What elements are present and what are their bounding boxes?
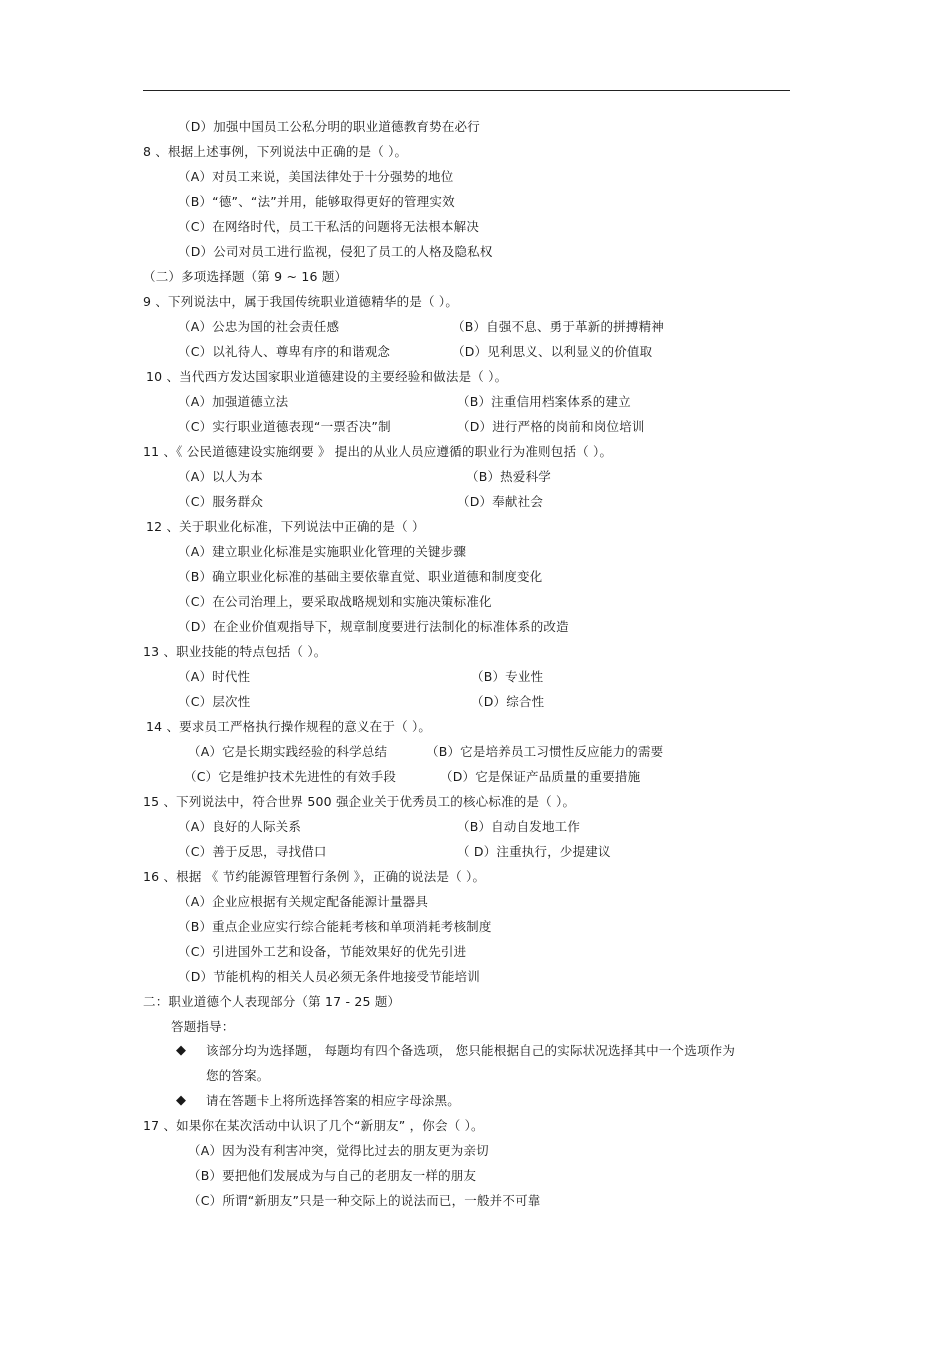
- q13-option-a: （A）时代性: [178, 669, 251, 684]
- q12-option-b: （B）确立职业化标准的基础主要依靠直觉、职业道德和制度变化: [178, 569, 543, 584]
- q8-option-c: （C）在网络时代，员工干私活的问题将无法根本解决: [178, 219, 480, 234]
- q8-option-b: （B）“德”、“法”并用，能够取得更好的管理实效: [178, 194, 455, 209]
- q14-stem: 14 、要求员工严格执行操作规程的意义在于（ ）。: [146, 719, 432, 734]
- q9-option-a: （A）公忠为国的社会责任感: [178, 319, 340, 334]
- q9-stem: 9 、下列说法中，属于我国传统职业道德精华的是（ ）。: [143, 294, 459, 309]
- q17-stem: 17 、如果你在某次活动中认识了几个“新朋友” ，你会（ ）。: [143, 1118, 484, 1133]
- q15-option-d: （ D）注重执行，少提建议: [457, 844, 611, 859]
- q11-option-a: （A）以人为本: [178, 469, 263, 484]
- q15-option-a: （A）良好的人际关系: [178, 819, 302, 834]
- q16-option-d: （D）节能机构的相关人员必须无条件地接受节能培训: [178, 969, 480, 984]
- q16-option-a: （A）企业应根据有关规定配备能源计量器具: [178, 894, 429, 909]
- q17-option-c: （C）所谓“新朋友”只是一种交际上的说法而已，一般并不可靠: [188, 1193, 541, 1208]
- q14-option-a: （A）它是长期实践经验的科学总结: [188, 744, 388, 759]
- q8-option-a: （A）对员工来说，美国法律处于十分强势的地位: [178, 169, 454, 184]
- q12-stem: 12 、关于职业化标准，下列说法中正确的是（ ）: [146, 519, 425, 534]
- q15-stem: 15 、下列说法中，符合世界 500 强企业关于优秀员工的核心标准的是（ ）。: [143, 794, 576, 809]
- q14-option-c: （C）它是维护技术先进性的有效手段: [184, 769, 397, 784]
- q13-option-c: （C）层次性: [178, 694, 251, 709]
- q16-option-b: （B）重点企业应实行综合能耗考核和单项消耗考核制度: [178, 919, 492, 934]
- q13-option-d: （D）综合性: [471, 694, 545, 709]
- q8-option-d: （D）公司对员工进行监视，侵犯了员工的人格及隐私权: [178, 244, 493, 259]
- q14-option-d: （D）它是保证产品质量的重要措施: [440, 769, 641, 784]
- q15-option-b: （B）自动自发地工作: [457, 819, 581, 834]
- section-heading-multi: （二）多项选择题（第 9 ~ 16 题）: [143, 269, 348, 284]
- q11-option-c: （C）服务群众: [178, 494, 264, 509]
- guide-heading: 答题指导：: [171, 1019, 235, 1034]
- q7-option-d: （D）加强中国员工公私分明的职业道德教育势在必行: [178, 119, 480, 134]
- q9-option-b: （B）自强不息、勇于革新的拼搏精神: [452, 319, 664, 334]
- q15-option-c: （C）善于反思，寻找借口: [178, 844, 327, 859]
- diamond-bullet-icon: ◆: [176, 1093, 186, 1108]
- q11-option-d: （D）奉献社会: [457, 494, 544, 509]
- q12-option-d: （D）在企业价值观指导下，规章制度要进行法制化的标准体系的改造: [178, 619, 569, 634]
- q8-stem: 8 、根据上述事例，下列说法中正确的是（ ）。: [143, 144, 408, 159]
- guide-item-1-cont: 您的答案。: [206, 1068, 270, 1083]
- q10-option-b: （B）注重信用档案体系的建立: [457, 394, 631, 409]
- diamond-bullet-icon: ◆: [176, 1043, 186, 1058]
- guide-item-1: 该部分均为选择题， 每题均有四个备选项， 您只能根据自己的实际状况选择其中一个选项作为: [206, 1043, 736, 1058]
- q12-option-c: （C）在公司治理上，要采取战略规划和实施决策标准化: [178, 594, 492, 609]
- q12-option-a: （A）建立职业化标准是实施职业化管理的关键步骤: [178, 544, 467, 559]
- q17-option-a: （A）因为没有利害冲突，觉得比过去的朋友更为亲切: [188, 1143, 489, 1158]
- q10-stem: 10 、当代西方发达国家职业道德建设的主要经验和做法是（ ）。: [146, 369, 508, 384]
- q13-stem: 13 、职业技能的特点包括（ ）。: [143, 644, 327, 659]
- q11-stem: 11 、《 公民道德建设实施纲要 》 提出的从业人员应遵循的职业行为准则包括（ ）。: [143, 444, 613, 459]
- q16-stem: 16 、根据 《 节约能源管理暂行条例 》，正确的说法是（ ）。: [143, 869, 486, 884]
- q10-option-d: （D）进行严格的岗前和岗位培训: [457, 419, 645, 434]
- q11-option-b: （B）热爱科学: [466, 469, 551, 484]
- q9-option-c: （C）以礼待人、尊卑有序的和谐观念: [178, 344, 391, 359]
- q16-option-c: （C）引进国外工艺和设备，节能效果好的优先引进: [178, 944, 467, 959]
- q9-option-d: （D）见利思义、以利显义的价值取: [452, 344, 653, 359]
- q13-option-b: （B）专业性: [471, 669, 544, 684]
- guide-item-2: 请在答题卡上将所选择答案的相应字母涂黑。: [206, 1093, 461, 1108]
- header-rule: [143, 90, 790, 91]
- q10-option-c: （C）实行职业道德表现“一票否决”制: [178, 419, 391, 434]
- q17-option-b: （B）要把他们发展成为与自己的老朋友一样的朋友: [188, 1168, 477, 1183]
- part-heading-personal: 二：职业道德个人表现部分（第 17 - 25 题）: [143, 994, 401, 1009]
- q10-option-a: （A）加强道德立法: [178, 394, 289, 409]
- q14-option-b: （B）它是培养员工习惯性反应能力的需要: [426, 744, 664, 759]
